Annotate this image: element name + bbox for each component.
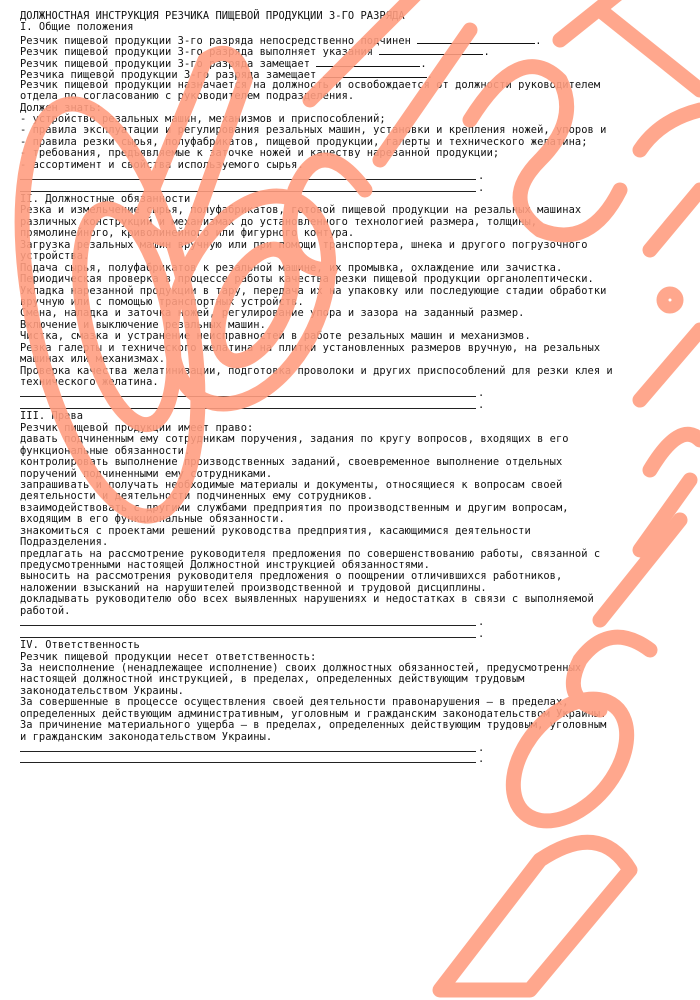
dot: .: [478, 742, 485, 754]
dot: .: [426, 69, 433, 82]
rule-line: [20, 179, 476, 180]
rights-line: предусмотренными настоящей Должностной инструкцией обязанностями.: [20, 559, 430, 571]
dot: .: [478, 170, 485, 183]
section-heading-duties: II. Должностные обязанности: [20, 193, 191, 205]
rights-line: Подразделения.: [20, 536, 109, 549]
duty-line: технического желатина.: [20, 376, 159, 388]
dot: .: [483, 46, 490, 59]
rule-line: [20, 637, 476, 638]
rule-line: [20, 751, 476, 752]
dot: .: [478, 627, 485, 640]
document-title: ДОЛЖНОСТНАЯ ИНСТРУКЦИЯ РЕЗЧИКА ПИЩЕВОЙ ПРОДУКЦИИ 3-ГО РАЗРЯДА: [20, 10, 405, 22]
replaces-text: Резчик пищевой продукции 3-го разряда замещает: [20, 57, 317, 70]
section-heading-general: I. Общие положения: [20, 21, 134, 34]
duty-line: Загрузка резальных машин вручную или при помощи транспортера, шнека и другого погрузочного: [20, 238, 588, 251]
rule-line: [20, 625, 476, 626]
blank-rule: [20, 743, 690, 754]
responsibility-line: настоящей должностной инструкцией, в пределах, определенных действующим трудовым: [20, 673, 525, 686]
follows-line: [20, 45, 690, 59]
must-know-label: Должен знать:: [20, 101, 102, 114]
rights-line: взаимодействовать с другими службами предприятия по производственным и другим вопросам,: [20, 501, 569, 514]
duty-line: машинах или механизмах.: [20, 353, 166, 366]
rule-line: [20, 408, 476, 409]
rights-line: выносить на рассмотрения руководителя предложения о поощрении отличившихся работников,: [20, 570, 563, 583]
duty-line: Проверка качества желатинизации, подготовка проволоки и других приспособлений для резки клея и: [20, 364, 613, 377]
rights-line: знакомиться с проектами решений руководства предприятия, касающимися деятельности: [20, 524, 531, 537]
rights-line: работой.: [20, 604, 71, 617]
blank-rule: [20, 183, 690, 194]
follows-text: Резчик пищевой продукции 3-го разряда выполняет указания: [20, 46, 380, 59]
rule-line: [20, 191, 476, 192]
replaced-by-line: [20, 68, 690, 82]
duty-line: Подача сырья, полуфабрикатов к резальной машине, их промывка, охлаждение или зачистка.: [20, 261, 563, 274]
replaced-by-blank: [323, 68, 427, 78]
rights-line: давать подчиненным ему сотрудникам поручения, задания по кругу вопросов, входящих в его: [20, 433, 569, 446]
responsibility-line: За неисполнение (ненадлежащее исполнение) своих должностных обязанностей, предусмотренных: [20, 661, 582, 674]
responsibility-line: За причинение материального ущерба – в пределах, определенных действующим трудовым, уголовным: [20, 719, 607, 732]
rights-line: предлагать на рассмотрение руководителя предложения по совершенствованию работы, связанной с: [20, 547, 601, 560]
subordinate-blank: [417, 34, 535, 44]
rights-line: докладывать руководителю обо всех выявленных нарушениях и недостатках в связи с выполняемой: [20, 593, 594, 606]
rights-line: контролировать выполнение производственных заданий, своевременное выполнение отдельных: [20, 456, 563, 469]
knowledge-item: - правила эксплуатации и регулирования резальных машин, установки и крепления ножей, упоров и: [20, 124, 607, 137]
document-body: [20, 11, 690, 766]
follows-blank: [379, 45, 483, 55]
duty-line: различных конструкций и механизмах до установленного технологией размера, толщины,: [20, 215, 538, 228]
blank-rule: [20, 629, 690, 640]
dot: .: [478, 387, 485, 400]
appointment-line-2: отдела по согласованию с руководителем подразделения.: [20, 90, 355, 103]
rights-line: деятельности и деятельности подчиненных ему сотрудников.: [20, 490, 374, 503]
rights-line: запрашивать и получать необходимые материалы и документы, относящиеся к вопросам своей: [20, 478, 563, 491]
subordinate-line: [20, 34, 690, 45]
duty-line: Включение и выключение резальных машин.: [20, 318, 266, 331]
replaces-blank: [316, 57, 420, 67]
knowledge-item: - ассортимент и свойства используемого сырья.: [20, 158, 304, 171]
rights-line: Резчик пищевой продукции имеет право:: [20, 421, 254, 434]
blank-rule: [20, 171, 690, 182]
appointment-line-1: Резчик пищевой продукции назначается на должность и освобождается от должности руководителем: [20, 78, 601, 91]
duty-line: устройства.: [20, 250, 90, 263]
duty-line: Смена, наладка и заточка ножей, регулирование упора и зазора на заданный размер.: [20, 307, 525, 320]
blank-rule: [20, 388, 690, 399]
rule-line: [20, 396, 476, 397]
dot: .: [478, 616, 485, 629]
section-heading-responsibility: IV. Ответственность: [20, 639, 140, 652]
rights-line: поручений подчиненными ему сотрудниками.: [20, 467, 273, 480]
knowledge-item: - правила резки сырья, полуфабрикатов, пищевой продукции, галерты и технического желатина;: [20, 135, 588, 148]
duty-line: Резка галерты и технического желатина на плитки установленных размеров вручную, на резальных: [20, 341, 601, 354]
knowledge-item: - устройство резальных машин, механизмов и приспособлений;: [20, 112, 386, 125]
duty-line: Периодическая проверка в процессе работы качества резки пищевой продукции органолептически.: [20, 273, 594, 286]
responsibility-line: За совершенные в процессе осуществления своей деятельности правонарушения – в пределах,: [20, 696, 569, 709]
dot: .: [420, 57, 427, 70]
rule-line: [20, 762, 476, 763]
blank-rule: [20, 754, 690, 765]
dot: .: [535, 34, 542, 47]
responsibility-line: Резчик пищевой продукции несет ответственность:: [20, 650, 317, 663]
duty-line: Укладка нарезанной продукции в тару, передача их на упаковку или последующие стадии обработки: [20, 284, 607, 297]
duty-line: Чистка, смазка и устранение неисправностей в работе резальных машин и механизмов.: [20, 330, 531, 343]
responsibility-line: определенных действующим административным, уголовным и гражданским законодательством Украины.: [20, 707, 607, 720]
replaced-by-text: Резчика пищевой продукции 3-го разряда замещает: [20, 69, 323, 82]
replaces-line: [20, 57, 690, 68]
rights-line: входящим в его функциональные обязанности.: [20, 513, 285, 526]
blank-rule: [20, 400, 690, 411]
duty-line: вручную или с помощью транспортных устройств.: [20, 295, 304, 308]
responsibility-line: и гражданским законодательством Украины.: [20, 730, 273, 743]
section-heading-rights: III. Права: [20, 410, 84, 423]
rights-line: функциональные обязанности.: [20, 444, 191, 457]
knowledge-item: - требования, предъявляемые к заточке ножей и качеству нарезанной продукции;: [20, 147, 500, 160]
dot: .: [478, 398, 485, 411]
subordinate-text: Резчик пищевой продукции 3-го разряда непосредственно подчинен: [20, 34, 418, 47]
duty-line: Резка и измельчение сырья, полуфабрикатов, готовой пищевой продукции на резальных машинах: [20, 204, 582, 217]
responsibility-line: законодательством Украины.: [20, 684, 184, 697]
blank-rule: [20, 617, 690, 628]
rights-line: наложении взысканий на нарушителей производственной и трудовой дисциплины.: [20, 581, 487, 594]
dot: .: [478, 753, 485, 766]
duty-line: прямолинейного, криволинейного или фигурного контура.: [20, 227, 355, 240]
dot: .: [478, 181, 485, 194]
